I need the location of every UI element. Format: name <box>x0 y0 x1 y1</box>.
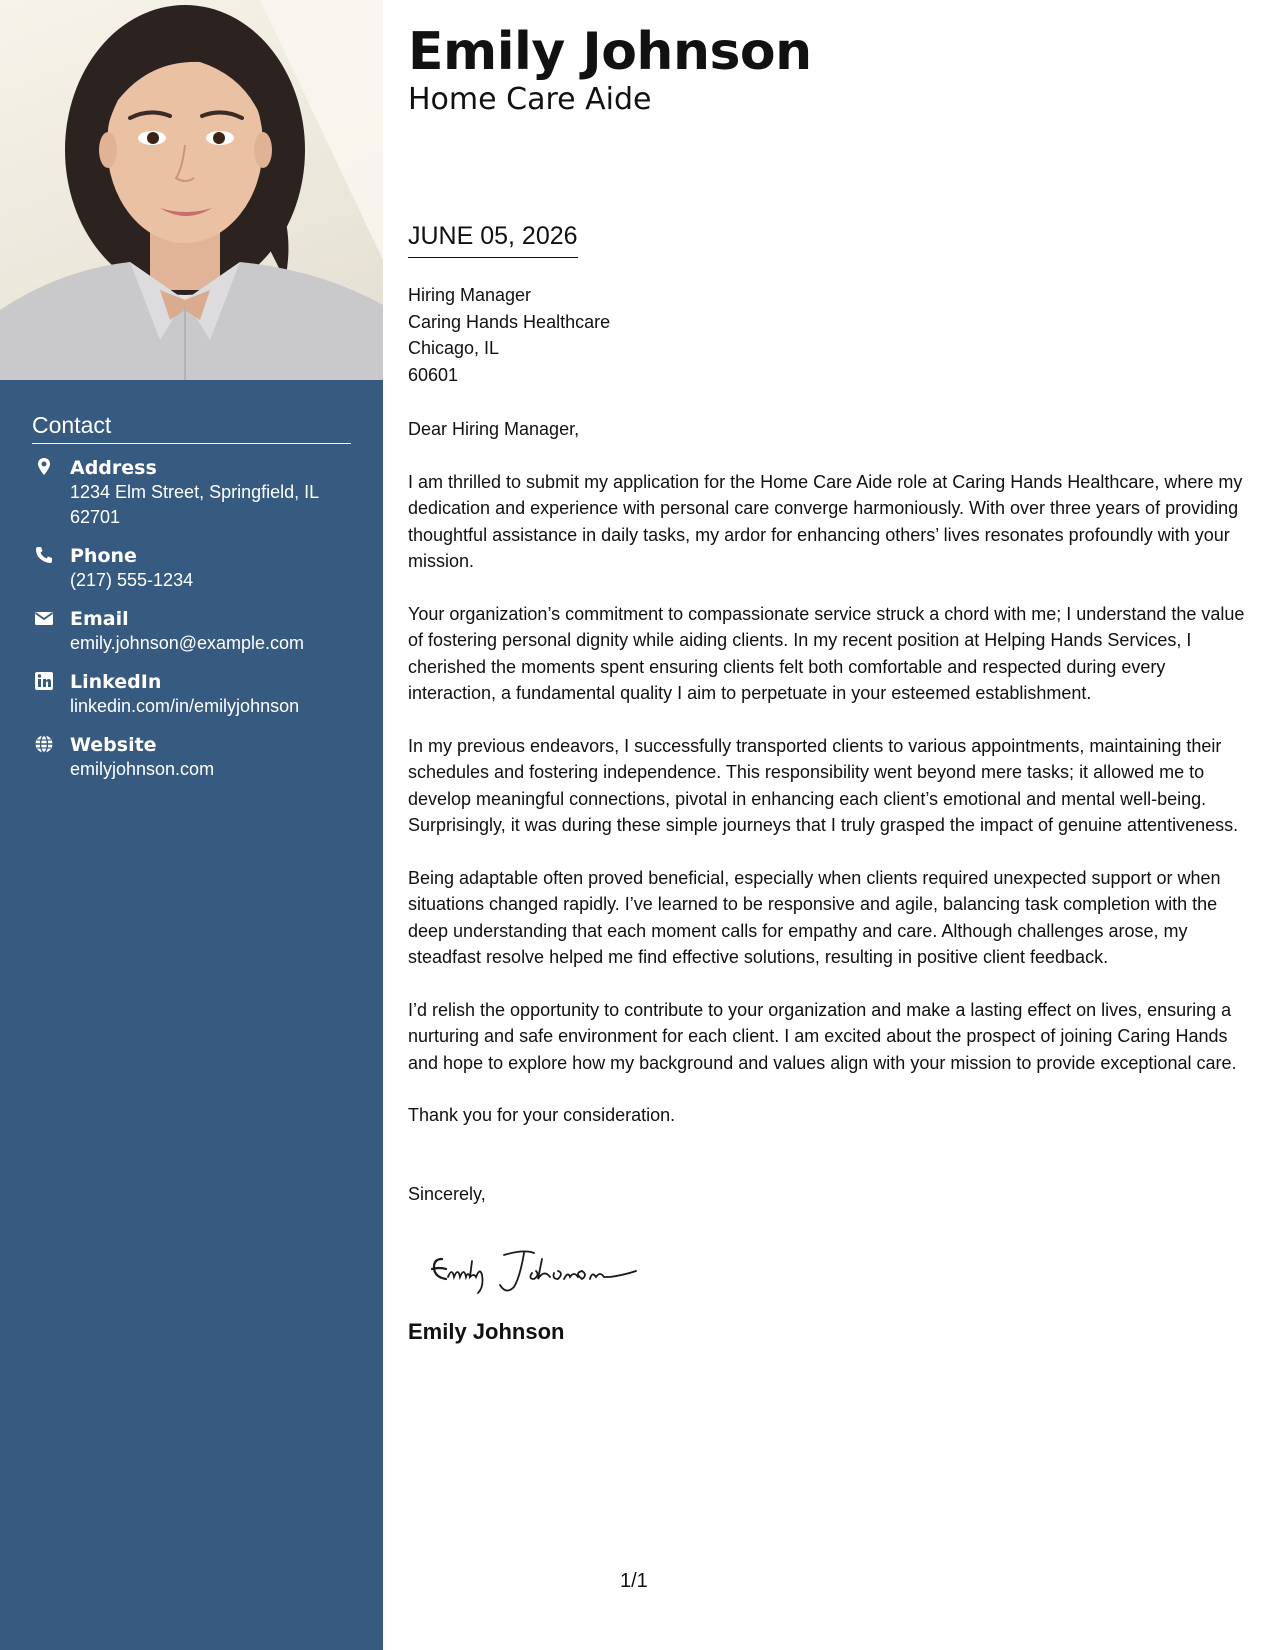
handwritten-signature <box>424 1237 664 1297</box>
paragraph: I am thrilled to submit my application for the Home Care Aide role at Caring Hands Healthcare, where my dedication and experience with personal care converge harmoniously. With over three years of providing thoughtful assistance in daily tasks, my ardor for enhancing others’ lives resonates profoundly with your mission. <box>408 471 1243 571</box>
globe-icon <box>34 734 54 754</box>
contact-website <box>32 733 351 782</box>
contact-linkedin <box>32 670 351 719</box>
paragraph: Thank you for your consideration. <box>408 1105 676 1125</box>
job-title: Home Care Aide <box>408 82 652 117</box>
recipient-block <box>408 282 1253 388</box>
linkedin-icon <box>34 671 54 691</box>
address-value: 1234 Elm Street, Springfield, IL 62701 <box>70 482 319 527</box>
phone-icon <box>34 545 54 565</box>
linkedin-value[interactable]: linkedin.com/in/emilyjohnson <box>70 696 300 716</box>
signed-name: Emily Johnson <box>408 1319 565 1344</box>
contact-phone <box>32 544 351 593</box>
contact-address <box>32 456 351 530</box>
linkedin-label: LinkedIn <box>70 671 162 693</box>
letter-date: JUNE 05, 2026 <box>408 222 578 258</box>
page-number: 1/1 <box>620 1570 648 1592</box>
address-label: Address <box>70 457 157 479</box>
contact-email <box>32 607 351 656</box>
recipient-line: 60601 <box>408 364 459 385</box>
applicant-name: Emily Johnson <box>408 22 812 82</box>
email-value[interactable]: emily.johnson@example.com <box>70 633 305 653</box>
letter-content <box>408 282 1253 1346</box>
recipient-line: Hiring Manager <box>408 285 532 305</box>
map-pin-icon <box>34 457 54 477</box>
paragraph: I’d relish the opportunity to contribute to your organization and make a lasting effect on lives, ensuring a nurturing and safe environment for each client. I am excited about the prospect of joining Caring Hands and hope to explore how my background and values align with your mission to provide exceptional care. <box>408 999 1237 1073</box>
paragraph: Your organization’s commitment to compassionate service struck a chord with me; I understand the value of fostering personal dignity while aiding clients. In my recent position at Helping Hands Services, I cherished the moments spent ensuring clients felt both comfortable and respected during every interaction, a fundamental quality I aim to perpetuate in your esteemed establishment. <box>408 603 1245 703</box>
recipient-line: Chicago, IL <box>408 338 500 358</box>
email-label: Email <box>70 608 129 630</box>
contact-section <box>32 412 351 796</box>
phone-value: (217) 555-1234 <box>70 570 194 590</box>
closing: Sincerely, <box>408 1183 486 1204</box>
website-label: Website <box>70 734 157 756</box>
envelope-icon <box>34 608 54 628</box>
contact-title: Contact <box>32 412 351 444</box>
greeting: Dear Hiring Manager, <box>408 419 580 439</box>
recipient-line: Caring Hands Healthcare <box>408 311 611 332</box>
paragraph: In my previous endeavors, I successfully transported clients to various appointments, maintaining their schedules and fostering independence. This responsibility went beyond mere tasks; it allowed me to develop meaningful connections, pivotal in enhancing each client’s emotional and mental well-being. Surprisingly, it was during these simple journeys that I truly grasped the impact of genuine attentiveness. <box>408 735 1239 835</box>
paragraph: Being adaptable often proved beneficial, especially when clients required unexpected support or when situations changed rapidly. I’ve learned to be responsive and agile, balancing task completion with the deep understanding that each moment calls for empathy and care. Although challenges arose, my steadfast resolve helped me find effective solutions, resulting in positive client feedback. <box>408 867 1221 967</box>
phone-label: Phone <box>70 545 137 567</box>
sidebar <box>0 0 383 1650</box>
portrait-photo <box>0 0 383 380</box>
website-value[interactable]: emilyjohnson.com <box>70 759 215 779</box>
